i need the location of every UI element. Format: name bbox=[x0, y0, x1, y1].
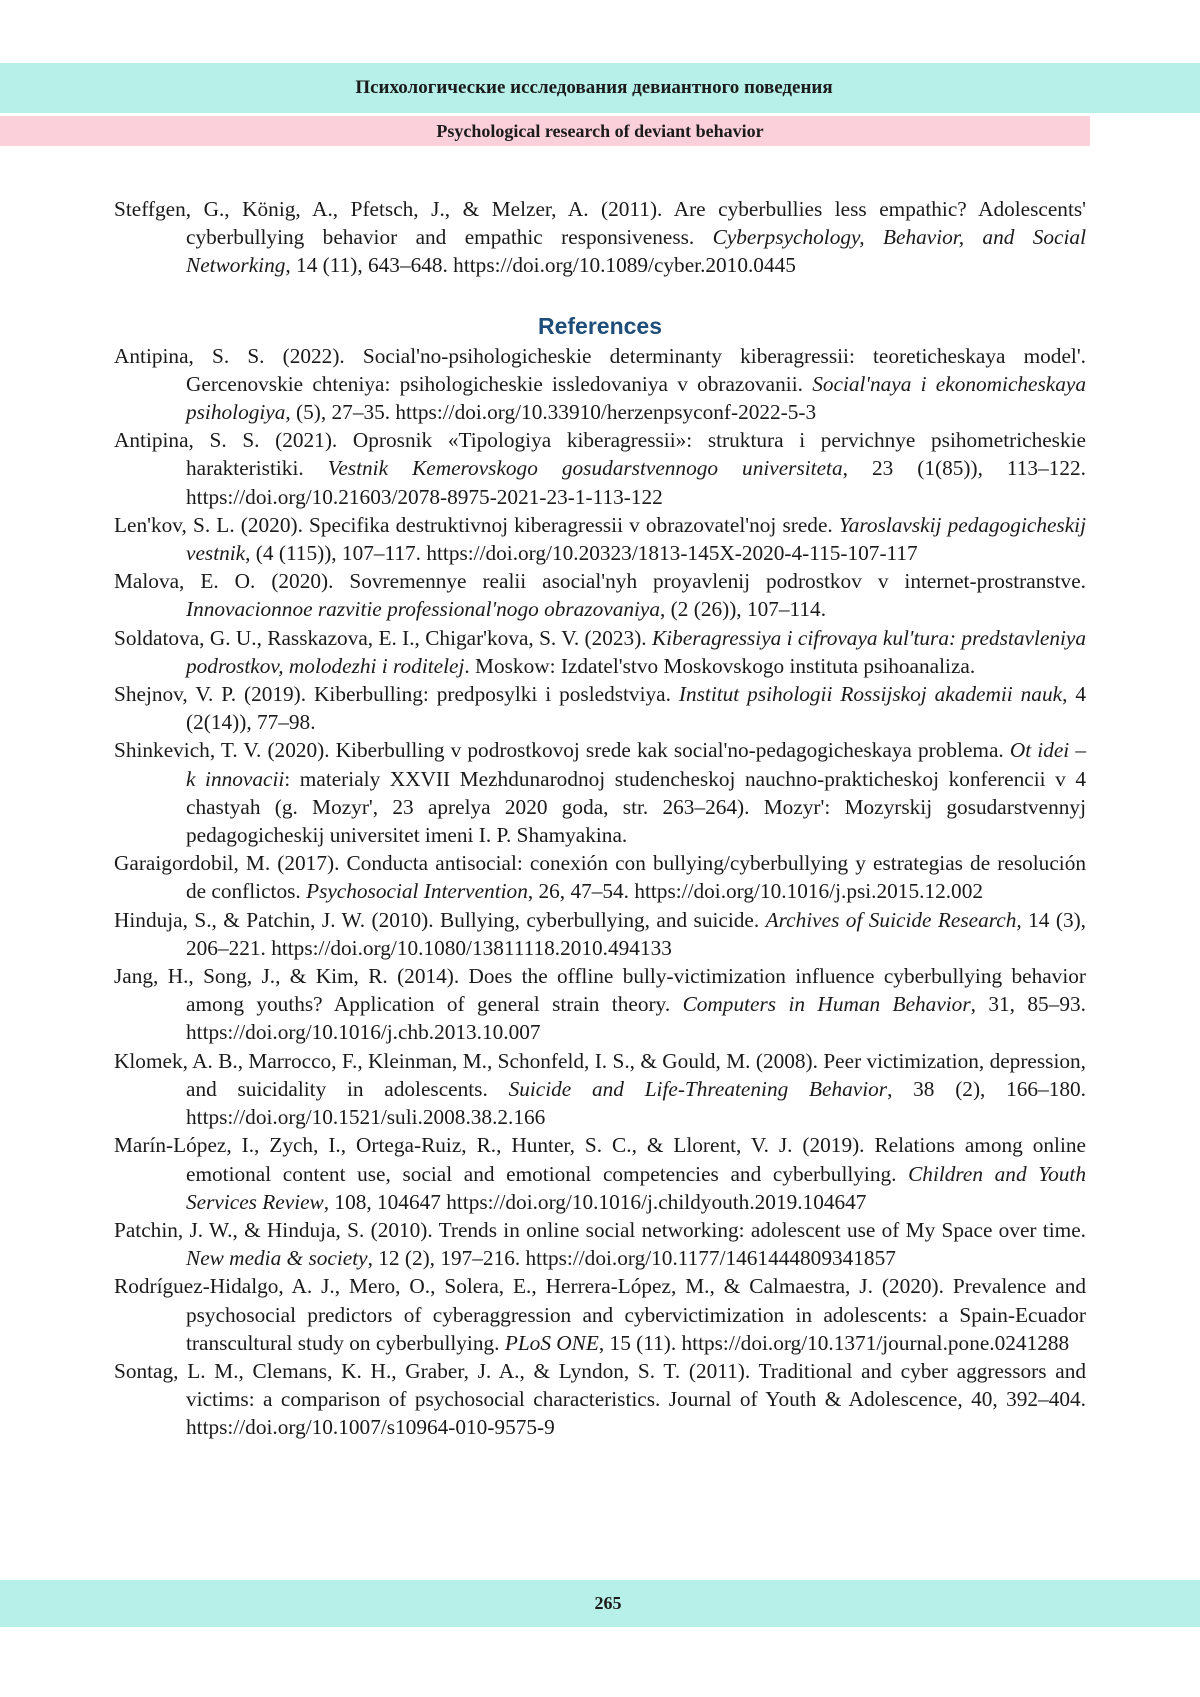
reference-text: Klomek, A. B., Marrocco, F., Kleinman, M., Schonfeld, I. S., & Gould, M. (2008). Peer victimization, depression, and suicidality in adolescents. bbox=[114, 1048, 1086, 1101]
reference-text: Garaigordobil, M. (2017). Conducta antisocial: conexión con bullying/cyberbullying y estrategias de resolución de conflictos. bbox=[114, 851, 1086, 904]
reference-text: , 14 (11), 643–648. https://doi.org/10.1089/cyber.2010.0445 bbox=[285, 253, 796, 278]
references-list bbox=[114, 342, 1086, 1442]
reference-source-title: Yaroslavskij pedagogicheskij vestnik bbox=[186, 512, 1086, 566]
reference-text: Sontag, L. M., Clemans, K. H., Graber, J. A., & Lyndon, S. T. (2011). Traditional and cyber aggressors and victims: a comparison of psychosocial characteristics. Journal of Youth & Adolescence, 40, 392–404. https://doi.org/10.1007/s10964-010-9575-9 bbox=[114, 1358, 1086, 1440]
page-footer bbox=[0, 1580, 1200, 1627]
reference-text: Shejnov, V. P. (2019). Kiberbulling: predposylki i posledstviya. bbox=[114, 682, 679, 707]
reference-source-title: Vestnik Kemerovskogo gosudarstvennogo universiteta bbox=[327, 456, 843, 481]
reference-entry bbox=[114, 426, 1086, 511]
reference-entry bbox=[114, 624, 1086, 680]
reference-text: Hinduja, S., & Patchin, J. W. (2010). Bullying, cyberbullying, and suicide. bbox=[114, 907, 766, 932]
reference-text: , 38 (2), 166–180. https://doi.org/10.1521/suli.2008.38.2.166 bbox=[186, 1076, 1086, 1130]
reference-text: , 108, 104647 https://doi.org/10.1016/j.childyouth.2019.104647 bbox=[323, 1189, 867, 1214]
reference-entry bbox=[114, 680, 1086, 736]
reference-source-title: Innovacionnoe razvitie professional'nogo obrazovaniya bbox=[186, 597, 661, 622]
journal-title-ru: Психологические исследования девиантного поведения bbox=[355, 77, 833, 98]
journal-title-ru-band bbox=[0, 63, 1200, 113]
reference-text: Soldatova, G. U., Rasskazova, E. I., Chigar'kova, S. V. (2023). bbox=[114, 625, 652, 650]
reference-text: Patchin, J. W., & Hinduja, S. (2010). Trends in online social networking: adolescent use of My Space over time. bbox=[114, 1217, 1086, 1242]
reference-entry bbox=[114, 962, 1086, 1047]
reference-text: , (2 (26)), 107–114. bbox=[660, 597, 827, 622]
reference-text: Len'kov, S. L. (2020). Specifika destruktivnoj kiberagressii v obrazovatel'noj srede. bbox=[114, 512, 839, 537]
reference-entry bbox=[114, 1131, 1086, 1216]
reference-text: Steffgen, G., König, A., Pfetsch, J., & Melzer, A. (2011). Are cyberbullies less empathic? Adolescents' cyberbullying behavior and empathic responsiveness. bbox=[114, 197, 1086, 250]
reference-source-title: Ot idei – k innovacii bbox=[186, 738, 1086, 791]
reference-source-title: Psychosocial Intervention bbox=[306, 879, 528, 904]
reference-entry bbox=[114, 1272, 1086, 1357]
reference-text: : materialy XXVII Mezhdunarodnoj studencheskoj nauchno-prakticheskoj konferencii v 4 chastyah (g. Mozyr', 23 aprelya 2020 goda, str. 263–264). Mozyr': Mozyrskij gosudarstvennyj pedagogicheskij universitet imeni I. P. Shamyakina. bbox=[186, 766, 1087, 848]
reference-source-title: New media & society bbox=[186, 1246, 368, 1271]
reference-text: , 15 (11). https://doi.org/10.1371/journal.pone.0241288 bbox=[598, 1330, 1070, 1355]
journal-title-en: Psychological research of deviant behavior bbox=[436, 120, 764, 141]
reference-text: Marín-López, I., Zych, I., Ortega-Ruiz, R., Hunter, S. C., & Llorent, V. J. (2019). Relations among online emotional content use, social and emotional competencies and cyberbullying. bbox=[114, 1133, 1086, 1186]
reference-text: Rodríguez-Hidalgo, A. J., Mero, O., Solera, E., Herrera-López, M., & Calmaestra, J. (2020). Prevalence and psychosocial predictors of cyberaggression and cybervictimization in adolescents: a Spain-Ecuador transcultural study on cyberbullying. bbox=[114, 1274, 1086, 1355]
reference-entry bbox=[114, 1357, 1086, 1442]
reference-source-title: Institut psihologii Rossijskoj akademii nauk bbox=[678, 682, 1063, 707]
reference-entry bbox=[114, 1047, 1086, 1132]
reference-text: , (5), 27–35. https://doi.org/10.33910/herzenpsyconf-2022-5-3 bbox=[285, 400, 817, 425]
reference-entry bbox=[114, 736, 1086, 849]
page-body bbox=[114, 195, 1086, 1442]
reference-text: , 26, 47–54. https://doi.org/10.1016/j.psi.2015.12.002 bbox=[527, 879, 983, 904]
reference-entry bbox=[114, 342, 1086, 427]
reference-entry bbox=[114, 567, 1086, 623]
reference-text: 14 (3), 206–221. https://doi.org/10.1080/13811118.2010.494133 bbox=[186, 907, 1087, 960]
preceding-reference-list bbox=[114, 195, 1086, 280]
page-number: 265 bbox=[594, 1593, 622, 1613]
reference-entry bbox=[114, 511, 1086, 567]
reference-entry bbox=[114, 1216, 1086, 1272]
reference-source-title: Archives of Suicide Research, bbox=[765, 907, 1022, 932]
reference-entry bbox=[114, 195, 1086, 280]
reference-text: Shinkevich, T. V. (2020). Kiberbulling v podrostkovoj srede kak social'no-pedagogicheskaya problema. bbox=[114, 738, 1010, 763]
reference-text: , 4 (2(14)), 77–98. bbox=[186, 682, 1086, 735]
references-heading: References bbox=[537, 312, 663, 339]
reference-text: Jang, H., Song, J., & Kim, R. (2014). Does the offline bully-victimization influence cyberbullying behavior among youths? Application of general strain theory. bbox=[114, 964, 1086, 1017]
reference-text: , 12 (2), 197–216. https://doi.org/10.1177/1461444809341857 bbox=[367, 1246, 896, 1271]
reference-text: , 31, 85–93. https://doi.org/10.1016/j.chb.2013.10.007 bbox=[186, 992, 1086, 1045]
reference-text: , 23 (1(85)), 113–122. https://doi.org/10.21603/2078-8975-2021-23-1-113-122 bbox=[186, 456, 1087, 509]
reference-text: Antipina, S. S. (2021). Oprosnik «Tipologiya kiberagressii»: struktura i pervichnye psihometricheskie harakteristiki. bbox=[114, 428, 1086, 481]
reference-source-title: PLoS ONE bbox=[504, 1330, 599, 1355]
journal-title-en-band bbox=[0, 116, 1090, 146]
reference-text: Antipina, S. S. (2022). Social'no-psihologicheskie determinanty kiberagressii: teoreticheskaya model'. Gercenovskie chteniya: psihologicheskie issledovaniya v obrazovanii. bbox=[114, 343, 1086, 396]
reference-text: Malova, E. O. (2020). Sovremennye realii asocial'nyh proyavlenij podrostkov v internet-prostranstve. bbox=[114, 569, 1086, 594]
reference-source-title: Suicide and Life-Threatening Behavior bbox=[508, 1076, 888, 1101]
reference-text: . Moskow: Izdatel'stvo Moskovskogo instituta psihoanaliza. bbox=[464, 653, 976, 678]
reference-source-title: Computers in Human Behavior bbox=[682, 992, 971, 1017]
reference-text: , (4 (115)), 107–117. https://doi.org/10.20323/1813-145X-2020-4-115-107-117 bbox=[245, 541, 918, 566]
reference-source-title: Social'naya i ekonomicheskaya psihologiya bbox=[186, 371, 1086, 425]
reference-entry bbox=[114, 906, 1086, 962]
reference-source-title: Children and Youth Services Review bbox=[186, 1161, 1086, 1214]
reference-source-title: Cyberpsychology, Behavior, and Social Networking bbox=[186, 225, 1086, 278]
reference-entry bbox=[114, 849, 1086, 905]
reference-source-title: Kiberagressiya i cifrovaya kul'tura: predstavleniya podrostkov, molodezhi i roditelej bbox=[186, 625, 1086, 678]
